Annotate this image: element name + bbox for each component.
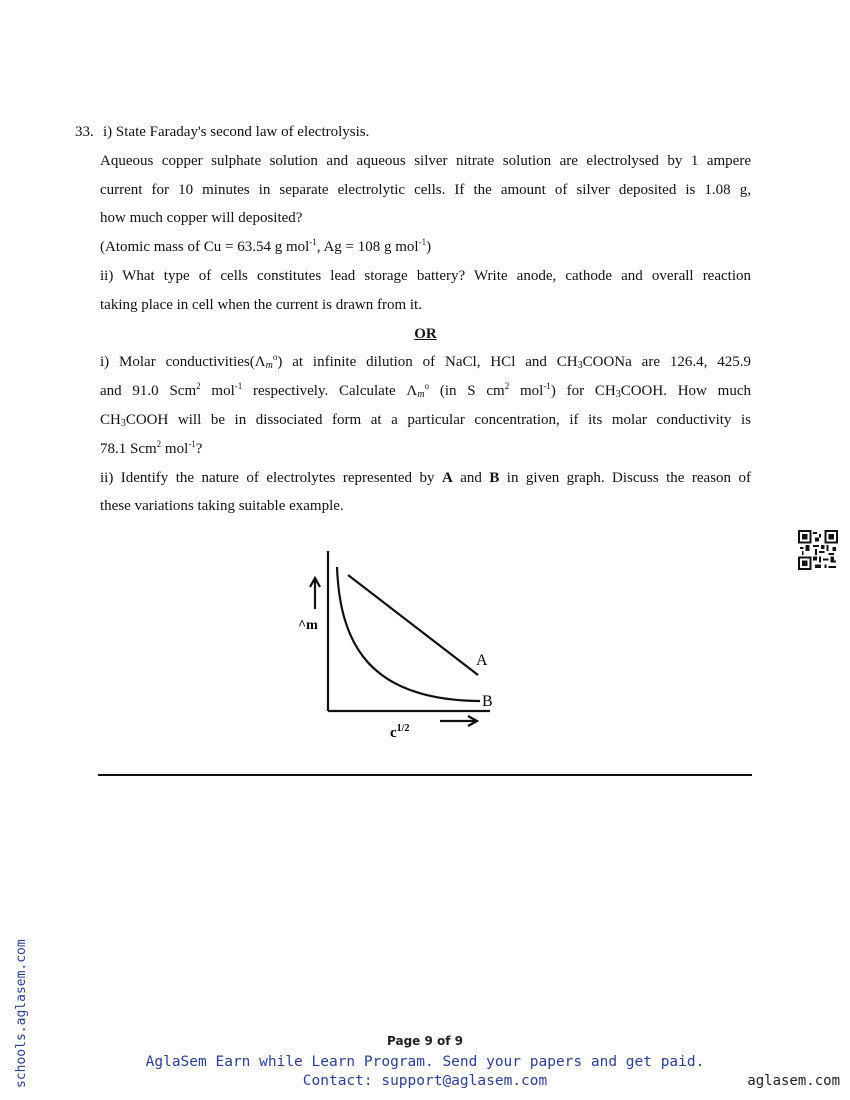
question-33 (75, 118, 751, 521)
x-axis-label: $c^{1/2}$ (390, 723, 410, 741)
curve-b-label: B (482, 693, 493, 710)
curve-b (337, 567, 480, 701)
conductivity-graph (290, 545, 510, 745)
side-watermark: schools.aglasem.com (14, 939, 29, 1088)
section-divider (98, 774, 752, 776)
page-number: Page 9 of 9 (387, 1034, 463, 1048)
contact-line: Contact: support@aglasem.com (302, 1073, 548, 1089)
copper-silver-problem (75, 147, 751, 320)
conductivity-line-4: 78.1 Scm$^2$ mol$^{-1}$? (100, 438, 203, 457)
problem-line-3: how much copper will deposited? (100, 210, 303, 227)
conductivity-line-3: $CH_3COOH$ will be in dissociated form at a particular concentration, if its molar conductivity is (100, 411, 751, 429)
qr-code-icon (798, 530, 838, 570)
part1-heading (75, 118, 751, 147)
promo-line: AglaSem Earn while Learn Program. Send your papers and get paid. (145, 1054, 705, 1070)
graph-question-line-2: these variations taking suitable example. (100, 498, 344, 515)
conductivity-line-1: i) Molar $conductivities(\Lambda_m^o)$ at infinite dilution of NaCl, HCl and $CH_3COONa$ are 126.4, 425.9 (100, 352, 751, 372)
battery-line-2: taking place in cell when the current is drawn from it. (100, 296, 422, 313)
problem-line-1: Aqueous copper sulphate solution and aqueous silver nitrate solution are electrolysed by 1 ampere (100, 152, 751, 169)
question-number: 33. (75, 124, 94, 140)
curve-a-label: A (476, 652, 488, 669)
or-separator: OR (414, 325, 437, 342)
problem-line-2: current for 10 minutes in separate electrolytic cells. If the amount of silver deposited is 1.08 g, (100, 181, 751, 198)
battery-line-1: ii) What type of cells constitutes lead storage battery? Write anode, cathode and overall reaction (100, 267, 751, 284)
site-name: aglasem.com (747, 1073, 840, 1089)
faraday-law-question: i) State Faraday's second law of electrolysis. (103, 124, 370, 140)
conductivity-line-2: and 91.0 Scm$^2$ mol$^{-1}$ respectively. Calculate $\Lambda_m^o$ (in S $cm^2$ mol$^{-1}$) for $CH_3COOH$. How much (100, 381, 751, 401)
graph-question-line-1: ii) Identify the nature of electrolytes represented by A and B in given graph. Discuss the reason of (100, 469, 751, 486)
curve-a (348, 575, 478, 675)
atomic-mass-line: (Atomic mass of Cu = 63.54 g mol$^{-1}$, Ag = 108 g mol$^{-1}$) (100, 237, 432, 256)
conductivity-problem (75, 348, 751, 521)
y-axis-label: ^m (298, 618, 318, 633)
